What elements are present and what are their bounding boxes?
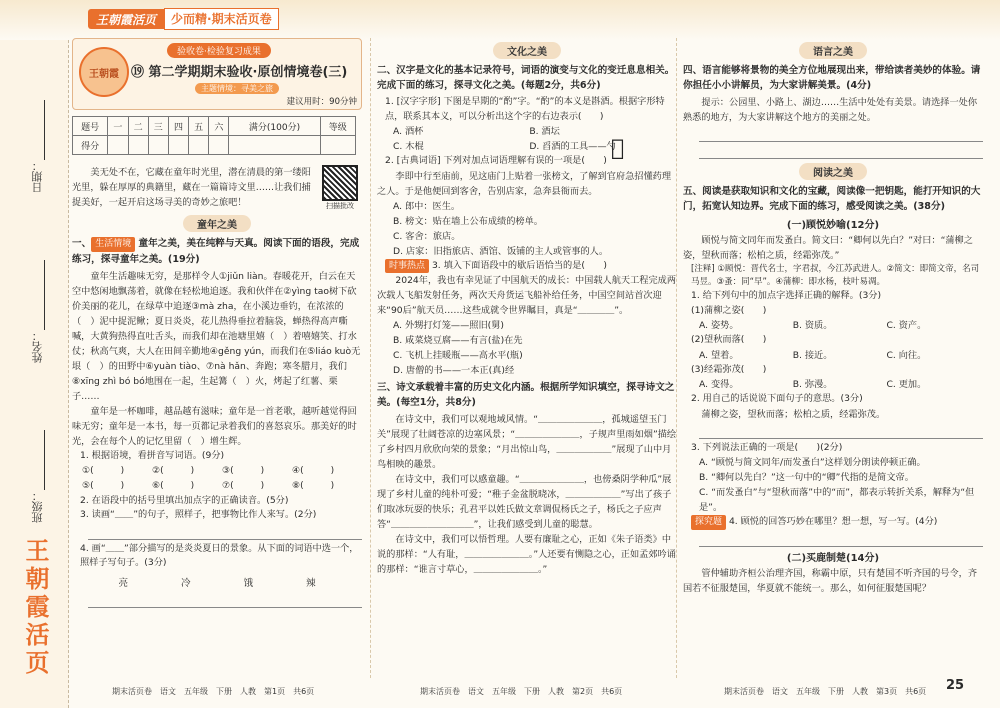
- options: [699, 348, 983, 363]
- intro-text: 美无处不在，它藏在童年时光里，潜在清晨的第一缕阳光里，躲在厚厚的典籍里，藏在一篇篇诗文里……让我们捕捉美好，一起开启这场寻美的奇妙之旅吧！: [72, 167, 311, 208]
- blank[interactable]: ①( ): [82, 465, 125, 476]
- option-a[interactable]: A. 望着。: [699, 349, 739, 361]
- brand-series: 少而精·期末活页卷: [164, 8, 279, 30]
- hint: 提示：公园里、小路上、湖边……生活中处处有美景。请选择一处你熟悉的地方，为大家讲解这个地方的美丽之处。: [683, 97, 978, 123]
- option-d[interactable]: D. 舀酒的工具——勺: [529, 141, 616, 152]
- item-stem: (1)蒲柳之姿( ): [691, 304, 767, 316]
- exam-title: [131, 61, 347, 80]
- option-c[interactable]: C. 客舍：旅店。: [393, 230, 461, 242]
- answer-line[interactable]: [699, 532, 983, 547]
- score-table-score-row: [73, 136, 356, 155]
- hot-topic-tag: 时事热点: [385, 259, 429, 274]
- score-cell[interactable]: [148, 136, 168, 155]
- option-c[interactable]: C. 向往。: [886, 349, 927, 361]
- options: [699, 318, 983, 333]
- item-stem: (3)经霜弥茂( ): [691, 363, 767, 375]
- reading-q1-item: [683, 363, 983, 393]
- option-b[interactable]: B. 接近。: [792, 349, 833, 361]
- question-2: 二、汉字是文化的基本记录符号，词语的演变与文化的变迁息息相关。完成下面的练习，探寻文化之美。(每题2分，共6分): [377, 65, 675, 91]
- brand-bar: [88, 9, 279, 29]
- poem-paragraph-2: 在诗文中，我们可以感童趣。“＿＿＿＿＿＿＿，也傍桑阴学种瓜”展现了乡村儿童的纯朴可爱；“稚子金盆脱晓冰，＿＿＿＿＿＿”写出了孩子们取冰玩耍的快乐；孔君平以姓氏做文章调侃杨氏之子，杨氏之子应声答“＿＿＿＿＿＿＿＿＿”，让我们感受到儿童的聪慧。: [377, 474, 672, 530]
- pinyin-blanks: [82, 464, 362, 494]
- score-cell[interactable]: [209, 136, 229, 155]
- reading-q2: 2. 用自己的话说说下面句子的意思。(3分): [691, 393, 863, 404]
- options: [393, 124, 677, 154]
- cell: 等级: [320, 117, 355, 136]
- exam-header: [72, 38, 362, 110]
- subquestion-text: 3. 填入下面语段中的歇后语恰当的是( ): [431, 259, 607, 271]
- subquestion-2: 2. 在语段中的括号里填出加点字的正确读音。(5分): [80, 494, 289, 506]
- explore-tag: 探究题: [691, 515, 726, 530]
- blank[interactable]: ⑥( ): [152, 480, 195, 491]
- side-logo: 王朝霞活页: [21, 538, 50, 678]
- option-d[interactable]: D. 店家：旧指旅店、酒馆、饭铺的主人或管事的人。: [393, 245, 609, 257]
- word: 辣: [305, 577, 316, 589]
- question-number: 一、: [72, 238, 92, 249]
- answer-line[interactable]: [699, 127, 983, 142]
- question-text: 童年之美，美在纯粹与天真。阅读下面的语段，完成练习，探寻童年之美。(19分): [72, 238, 360, 265]
- column-1: [72, 38, 362, 678]
- section-culture: [377, 42, 677, 59]
- option-b[interactable]: B. 咸菜烧豆腐——有言(盐)在先: [393, 335, 523, 346]
- suggested-time: 建议用时：90分钟: [286, 97, 357, 107]
- reading-q1-item: [683, 304, 983, 334]
- score-cell[interactable]: [229, 136, 320, 155]
- reading-q2-quote: 蒲柳之姿，望秋而落；松柏之质，经霜弥茂。: [701, 408, 886, 420]
- options: [393, 318, 677, 378]
- date-line[interactable]: [44, 100, 45, 160]
- option-c[interactable]: C. 飞机上挂暖瓶——高水平(瓶): [393, 350, 523, 361]
- answer-line[interactable]: [699, 424, 983, 439]
- answer-line[interactable]: [699, 144, 983, 159]
- footer-1: 期末活页卷 语文 五年级 下册 人教 第1页 共6页: [112, 687, 315, 696]
- qr-label: 扫描批改: [326, 202, 354, 210]
- name-line[interactable]: [44, 260, 45, 330]
- option-a[interactable]: A. 变得。: [699, 379, 739, 390]
- subquestion-3: 3. 读画“＿＿”的句子，照样子，把事物比作人来写。(2分): [80, 509, 317, 520]
- option-b[interactable]: B. “卿何以先白？”这一句中的“卿”代指的是简文帝。: [699, 472, 914, 483]
- word: 冷: [180, 577, 191, 589]
- options: [699, 455, 983, 515]
- cell: 五: [189, 117, 209, 136]
- options: [393, 199, 677, 259]
- word-options: [92, 575, 342, 589]
- option-a[interactable]: A. 姿势。: [699, 320, 739, 331]
- blank[interactable]: ②( ): [152, 465, 195, 476]
- blank[interactable]: ⑦( ): [222, 480, 265, 491]
- score-cell[interactable]: [128, 136, 148, 155]
- question-5: 五、阅读是获取知识和文化的宝藏，阅读像一把钥匙，能打开知识的大门，拓宽认知边界。完成下面的练习，感受阅读之美。(38分): [683, 186, 981, 212]
- blank[interactable]: ③( ): [222, 465, 265, 476]
- reading-1-text: 顾悦与简文同年而发蚤白。简文曰：“卿何以先白？”对曰：“蒲柳之姿，望秋而落；松柏之质，经霜弥茂。”: [683, 235, 973, 261]
- section-title: 语言之美: [799, 42, 867, 59]
- cell: 题号: [73, 117, 108, 136]
- section-reading: [683, 163, 983, 180]
- score-cell[interactable]: [168, 136, 188, 155]
- subquestion-2-3: [385, 259, 677, 274]
- name-label: 姓名：: [31, 330, 44, 363]
- theme-tag: 主题情境：寻美之旅: [195, 83, 279, 94]
- reading-q1-item: [683, 333, 983, 363]
- option-a[interactable]: A. 外甥打灯笼——照旧(舅): [393, 320, 505, 331]
- word: 饿: [243, 577, 254, 589]
- student-info-sidebar: [0, 40, 69, 708]
- option-a[interactable]: A. “顾悦与简文同年/而发蚤白”这样划分朗读停顿正确。: [699, 457, 926, 468]
- subquestion-2-2: 2. [古典词语] 下列对加点词语理解有误的一项是( ): [385, 155, 607, 166]
- reading-q1: 1. 给下列句中的加点字选择正确的解释。(3分): [691, 290, 882, 301]
- section-language: [683, 42, 983, 59]
- option-b[interactable]: B. 酒坛: [529, 126, 560, 137]
- reading-1-title: (一)顾悦妙喻(12分): [786, 220, 880, 231]
- passage-2: 童年是一杯咖啡，越品越有滋味；童年是一首老歌，越听越觉得回味无穷；童年是一本书，每一页都记录着我们的喜怒哀乐。那美好的时光，会在每个人的记忆里留（ ）增生辉。: [72, 406, 357, 447]
- option-b[interactable]: B. 资质。: [792, 320, 833, 331]
- option-b[interactable]: B. 弥漫。: [792, 379, 833, 390]
- subquestion-4: 4. 画“＿＿”部分描写的是炎炎夏日的景象。从下面的词语中选一个，照样子写句子。(3分): [80, 542, 359, 568]
- passage: 李即中行至庙前，见这庙门上贴着一张榜文，了解到官府急招懂药理之人。于是他便回到客舍，告别店家，急奔县衙而去。: [377, 170, 672, 197]
- reading-q3: 3. 下列说法正确的一项是( )(2分): [691, 441, 843, 453]
- section-title: 童年之美: [183, 215, 251, 232]
- options: [699, 377, 983, 392]
- ancient-character-glyph: 𠡠: [611, 136, 625, 161]
- subquestion-2-1: 1. [汉字字形] 下图是早期的“酌”字。“酌”的本义是斟酒。根据字形特点，联系其本义，可以分析出这个字的右边表示( ): [385, 96, 665, 122]
- page-number: 25: [946, 678, 965, 693]
- option-c[interactable]: C. 更加。: [886, 379, 927, 390]
- reading-2-title: (二)买鹿制楚(14分): [786, 552, 880, 564]
- score-cell[interactable]: [320, 136, 355, 155]
- cell: 六: [209, 117, 229, 136]
- option-a[interactable]: A. 酒杯: [393, 126, 424, 137]
- poem-paragraph-3: 在诗文中，我们可以悟哲理。人要有廉耻之心，正如《朱子语类》中说的那样：“人有耻，＿＿＿＿＿＿＿。”人还要有恻隐之心，正如孟郊吟诵的那样：“谁言寸草心，＿＿＿＿＿＿＿。”: [377, 534, 676, 575]
- answer-line[interactable]: [88, 525, 362, 540]
- question-3: 三、诗文承载着丰富的历史文化内涵。根据所学知识填空，探寻诗文之美。(每空1分，共8分): [377, 382, 675, 408]
- class-label: 班级：: [31, 490, 44, 523]
- cell: 二: [128, 117, 148, 136]
- footer-3: 期末活页卷 语文 五年级 下册 人教 第3页 共6页: [724, 687, 927, 696]
- score-cell[interactable]: [189, 136, 209, 155]
- poem-paragraph-1: 在诗文中，我们可以观地域风情。“＿＿＿＿＿＿＿，孤城遥望玉门关”展现了壮阔苍凉的边塞风景；“＿＿＿＿＿＿＿，子规声里雨如烟”描绘了乡村四月欣欣向荣的景象；“月出惊山鸟，＿＿＿＿＿＿”展现了山中月鸟相映的趣景。: [377, 414, 677, 470]
- word: 亮: [118, 577, 129, 589]
- brand-name: 王朝霞活页: [96, 12, 157, 27]
- reading-2-text: 管仲辅助齐桓公治理齐国，称霸中原，只有楚国不听齐国的号令，齐国若不征服楚国，华夏就不能统一。那么，如何征服楚国呢？: [683, 567, 978, 594]
- exam-title-text: 第二学期期末验收·原创情境卷(三): [148, 65, 348, 80]
- cell: 一: [108, 117, 128, 136]
- date-label: 日期：: [31, 160, 44, 193]
- question-text: 4. 顾悦的回答巧妙在哪里？想一想，写一写。(4分): [728, 516, 938, 527]
- cell: 满分(100分): [229, 117, 320, 136]
- scenario-tag: 生活情境: [91, 237, 135, 252]
- subquestion-1: 1. 根据语境，看拼音写词语。(9分): [80, 450, 225, 461]
- passage: 2024年，我也有幸见证了中国航天的成长：中国载人航天工程完成两次载人飞船发射任务，两次天舟货运飞船补给任务，中国空间站首次迎来“90后”航天员……这些成就令世界瞩目，真是“＿＿＿＿”。: [377, 275, 677, 316]
- column-2: [370, 38, 677, 678]
- brand-logo: 王朝霞: [79, 47, 129, 97]
- blank[interactable]: ⑧( ): [292, 480, 335, 491]
- question-4: 四、语言能够将景物的美全方位地展现出来，带给读者美妙的体验。请你担任小小讲解员，为大家讲解美景。(4分): [683, 65, 981, 91]
- question-1: [72, 236, 362, 267]
- section-childhood: [72, 215, 362, 232]
- option-c[interactable]: C. “而发蚤白”与“望秋而落”中的“而”，都表示转折关系，解释为“但是”。: [699, 487, 975, 513]
- score-cell[interactable]: [108, 136, 128, 155]
- blank[interactable]: ⑤( ): [82, 480, 125, 491]
- option-b[interactable]: B. 榜文：贴在墙上公布成绩的榜单。: [393, 215, 543, 227]
- cell: 三: [148, 117, 168, 136]
- exam-number: ⑲: [131, 65, 145, 80]
- qr-code-icon[interactable]: [322, 165, 358, 201]
- footer-2: 期末活页卷 语文 五年级 下册 人教 第2页 共6页: [420, 687, 623, 696]
- score-table: [72, 116, 356, 155]
- intro: [72, 165, 362, 211]
- score-table-header-row: [73, 117, 356, 136]
- section-title: 文化之美: [493, 42, 561, 59]
- option-a[interactable]: A. 郎中：医生。: [393, 200, 461, 212]
- blank[interactable]: ④( ): [292, 465, 335, 476]
- passage-1: 童年生活趣味无穷，是那样令人①jiǔn liàn。春暖花开，白云在天空中悠闲地飘荡着，就像在轻松地追逐。我和伙伴在②yìng tao树下砍价美丽的花儿，在绿草中追逐③mà zha，在小溪边垂钓，在浓浓的（ ）泥中捉泥鳅；夏日炎炎，花儿热得垂拉着脑袋，蝉热得高声嘶喊，大黄狗热得直吐舌头，而我们却在池塘里嬉（ ）着嘻嬉笑、打水仗；秋高气爽，大人在田间辛勤地④gěng yún，而我们在⑤liáo kuò无垠（ ）的田野中⑥yuàn tiào、⑦nà hǎn、奔跑；寒冬腊月，我们⑧xīng zhì bó bó地围在一起，生起篝（ ）火，烤起了红薯、栗子……: [72, 271, 361, 402]
- option-c[interactable]: C. 木棍: [393, 141, 424, 152]
- cell: 得分: [73, 136, 108, 155]
- annotation: [注释] ①顾悦：晋代名士，字君叔，今江苏武进人。②简文：即简文帝，名司马昱。③蚤：同“早”。④蒲柳：即水杨，枝叶易凋。: [691, 264, 980, 287]
- answer-line[interactable]: [88, 593, 362, 608]
- reading-q4: [691, 515, 983, 530]
- cell: 四: [168, 117, 188, 136]
- option-c[interactable]: C. 资产。: [886, 320, 927, 331]
- qr-block[interactable]: [318, 165, 362, 211]
- column-3: [676, 38, 983, 678]
- option-d[interactable]: D. 唐僧的书——一本正(真)经: [393, 365, 515, 376]
- item-stem: (2)望秋而落( ): [691, 334, 767, 345]
- section-title: 阅读之美: [799, 163, 867, 180]
- class-line[interactable]: [44, 430, 45, 490]
- header-band: 验收卷·检验复习成果: [167, 43, 271, 58]
